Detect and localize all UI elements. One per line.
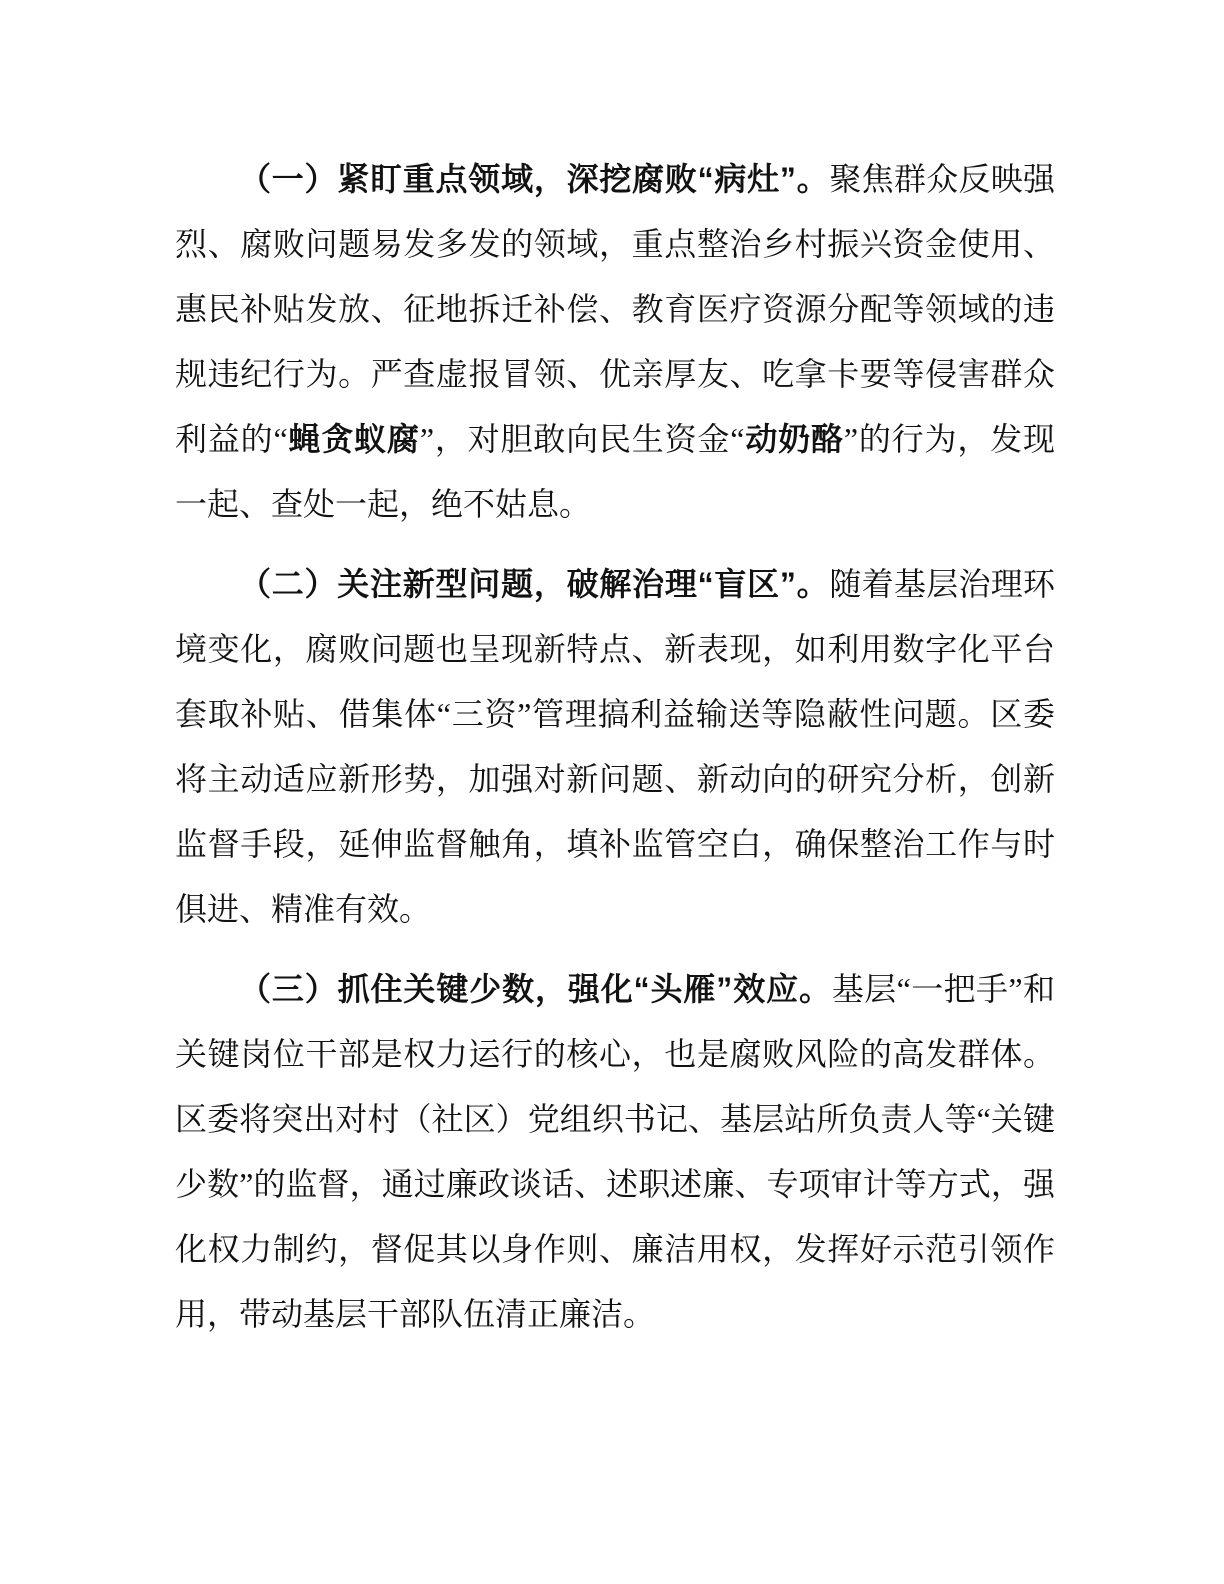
body-text: 基层“一把手”和关键岗位干部是权力运行的核心，也是腐败风险的高发群体。区委将突出对村（社区）党组织书记、基层站所负责人等“关键少数”的监督，通过廉政谈话、述职述廉、专项审计等方式，强化权力制约，督促其以身作则、廉洁用权，发挥好示范引领作用，带动基层干部队伍清正廉洁。 <box>175 971 1055 1332</box>
body-text: 随着基层治理环境变化，腐败问题也呈现新特点、新表现，如利用数字化平台套取补贴、借集体“三资”管理搞利益输送等隐蔽性问题。区委将主动适应新形势，加强对新问题、新动向的研究分析，创新监督手段，延伸监督触角，填补监管空白，确保整治工作与时俱进、精准有效。 <box>175 566 1055 927</box>
body-text: 聚焦群众反映强烈、腐败问题易发多发的领域，重点整治乡村振兴资金使用、惠民补贴发放、征地拆迁补偿、教育医疗资源分配等领域的违规违纪行为。严查虚报冒领、优亲厚友、吃拿卡要等侵害群众利益的“ <box>175 161 1055 457</box>
paragraph-1 <box>175 147 1055 537</box>
paragraph-2 <box>175 552 1055 942</box>
paragraph-lead-heading: （一）紧盯重点领域，深挖腐败“病灶”。 <box>239 161 830 197</box>
emphasis-phrase: 蝇贪蚁腐 <box>287 421 420 457</box>
paragraph-lead-heading: （二）关注新型问题，破解治理“盲区”。 <box>239 566 830 602</box>
paragraph-3 <box>175 957 1055 1347</box>
body-text: ”的行为，发现一起、查处一起，绝不姑息。 <box>175 421 1055 522</box>
body-text: ”，对胆敢向民生资金“ <box>419 421 745 457</box>
emphasis-phrase: 动奶酪 <box>744 421 844 457</box>
paragraph-lead-heading: （三）抓住关键少数，强化“头雁”效应。 <box>239 971 832 1007</box>
